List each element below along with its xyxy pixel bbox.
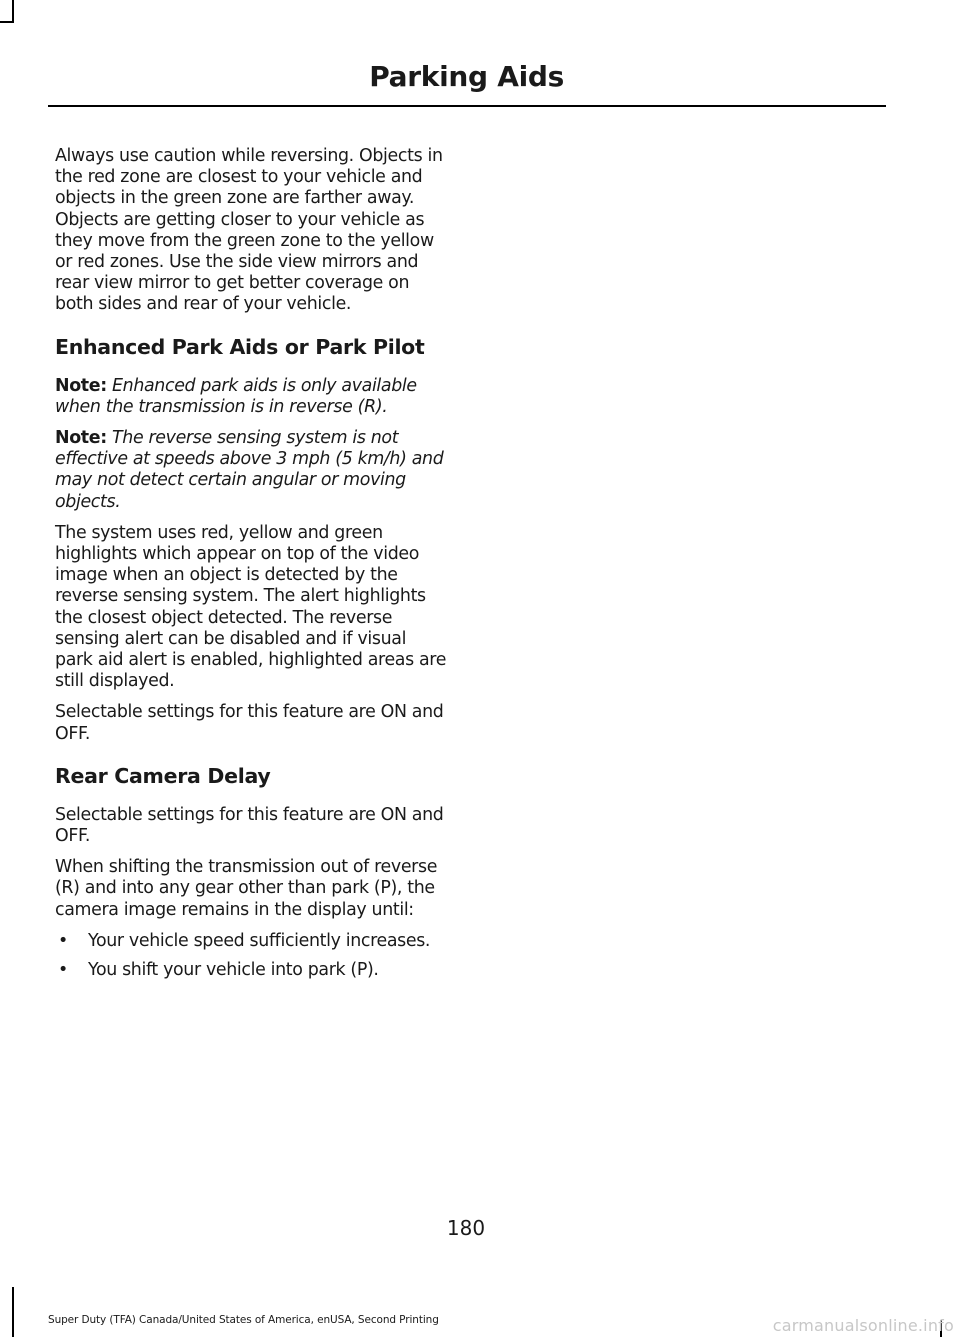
list-item-text: You shift your vehicle into park (P). <box>88 960 379 981</box>
highlights-paragraph: The system uses red, yellow and green highlights which appear on top of the video image when an object is detected by the reverse sensing system. The alert highlights the closest object detected. The reverse sensing alert can be disabled and if visual park aid alert is enabled, highlighted areas are still displayed. <box>55 522 447 692</box>
crop-mark-top-left-vertical <box>12 0 14 22</box>
section-heading-enhanced-park-aids: Enhanced Park Aids or Park Pilot <box>55 334 425 359</box>
intro-paragraph: Always use caution while reversing. Objects in the red zone are closest to your vehicle and objects in the green zone are farther away. Objects are getting closer to your vehicle as they move from the green zone to the yellow or red zones. Use the side view mirrors and rear view mirror to get better coverage on both sides and rear of your vehicle. <box>55 146 443 315</box>
note-label: Note: <box>55 375 107 396</box>
footer-edition-text: Super Duty (TFA) Canada/United States of America, enUSA, Second Printing <box>48 1314 439 1326</box>
list-item <box>55 960 447 981</box>
crop-mark-top-left-horizontal <box>0 21 14 23</box>
settings-paragraph: Selectable settings for this feature are ON and OFF. <box>55 702 444 744</box>
note-label: Note: <box>55 428 107 449</box>
bullet-icon: • <box>58 930 68 951</box>
crop-mark-bottom-left-vertical <box>12 1287 14 1337</box>
camera-delay-paragraph: When shifting the transmission out of reverse (R) and into any gear other than park (P), the camera image remains in the display until: <box>55 857 438 920</box>
content-column <box>55 146 447 989</box>
note-transmission <box>55 376 447 418</box>
header-divider <box>48 105 886 107</box>
note-speed <box>55 428 447 513</box>
page-number: 180 <box>446 1216 486 1240</box>
section-heading-rear-camera-delay: Rear Camera Delay <box>55 763 271 788</box>
note-text: Enhanced park aids is only available when the transmission is in reverse (R). <box>55 375 417 417</box>
list-item <box>55 931 447 952</box>
note-text: The reverse sensing system is not effective at speeds above 3 mph (5 km/h) and may not detect certain angular or moving objects. <box>55 428 444 512</box>
page-header-title: Parking Aids <box>369 60 564 93</box>
list-item-text: Your vehicle speed sufficiently increases. <box>88 930 431 951</box>
settings-paragraph: Selectable settings for this feature are ON and OFF. <box>55 804 444 847</box>
watermark-text: carmanualsonline.info <box>772 1316 954 1335</box>
camera-delay-conditions-list <box>55 931 447 981</box>
bullet-icon: • <box>58 960 68 981</box>
